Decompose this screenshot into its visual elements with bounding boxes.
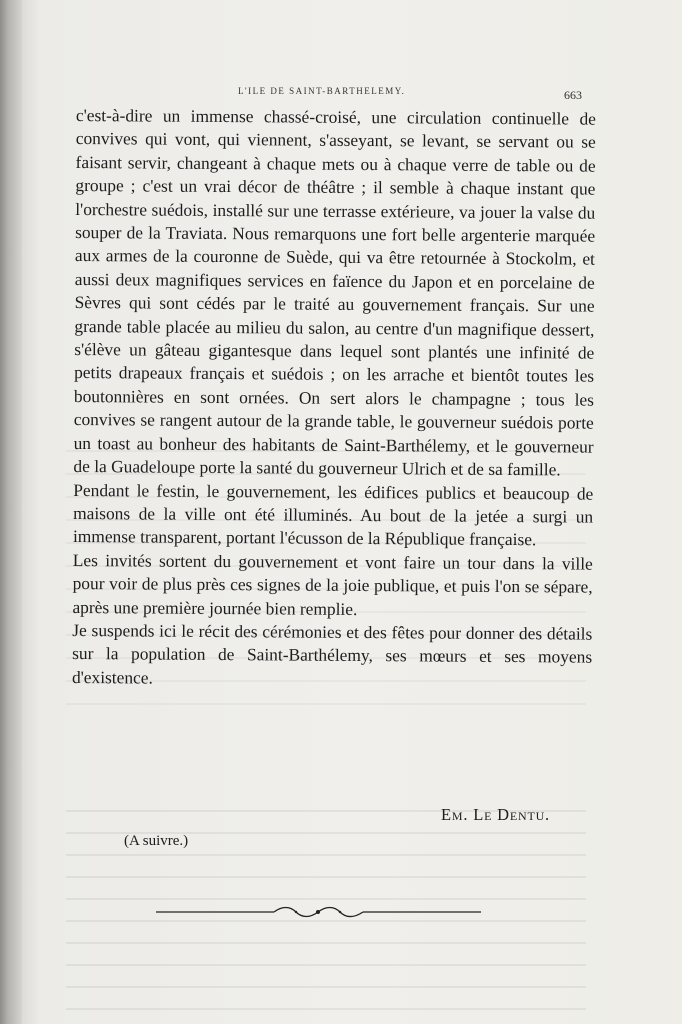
paragraph-continuation: c'est-à-dire un immense chassé-croisé, une circulation continuelle de convives qui vont, qui viennent, s'asseyant, se levant, se servant ou se faisant servir, changeant à chaque mets ou à chaque verre de table ou de groupe ; c'est un vrai décor de théâtre ; il semble à chaque instant que l'orchestre suédois, installé sur une terrasse extérieure, va jouer la valse du souper de la Traviata. Nous remarquons une fort belle argenterie marquée aux armes de la couronne de Suède, qui va être retournée à Stockolm, et aussi deux magnifiques services en faïence du Japon et en porcelaine de Sèvres qui sont cédés par le traité au gouvernement français. Sur une grande table placée au milieu du salon, au centre d'un magnifique dessert, s'élève un gâteau gigantesque dans lequel sont plantés une infinité de petits drapeaux français et suédois ; on les arrache et bientôt toutes les boutonnières en sont ornées. On sert alors le champagne ; tous les convives se rangent autour de la grande table, le gouverneur suédois porte un toast au bonheur des habitants de Saint-Barthélemy, et le gouverneur de la Guadeloupe porte la santé du gouverneur Ulrich et de sa famille.	[73, 104, 596, 480]
book-gutter-shadow	[0, 0, 22, 1024]
page-number: 663	[564, 88, 582, 102]
to-be-continued-note: (A suivre.)	[124, 833, 189, 849]
book-page	[66, 0, 606, 1024]
paragraph-town-visit: Les invités sortent du gouvernement et vont faire un tour dans la ville pour voir de plus près ces signes de la joie publique, et puis l'on se sépare, après une première journée bien remplie.	[72, 549, 593, 619]
paragraph-suspension: Je suspends ici le récit des cérémonies et des fêtes pour donner des détails sur la population de Saint-Barthélemy, ses mœurs et ses moyens d'existence.	[71, 619, 593, 688]
author-signature: Em. Le Dentu.	[441, 805, 550, 824]
article-body	[72, 104, 596, 693]
ornamental-rule	[156, 905, 481, 919]
paragraph-illuminations: Pendant le festin, le gouvernement, les édifices publics et beaucoup de maisons de la ville ont été illuminés. Au bout de la jetée a surgi un immense transparent, portant l'écusson de la République française.	[72, 479, 594, 550]
running-title: L'ILE DE SAINT-BARTHELEMY.	[238, 86, 406, 96]
